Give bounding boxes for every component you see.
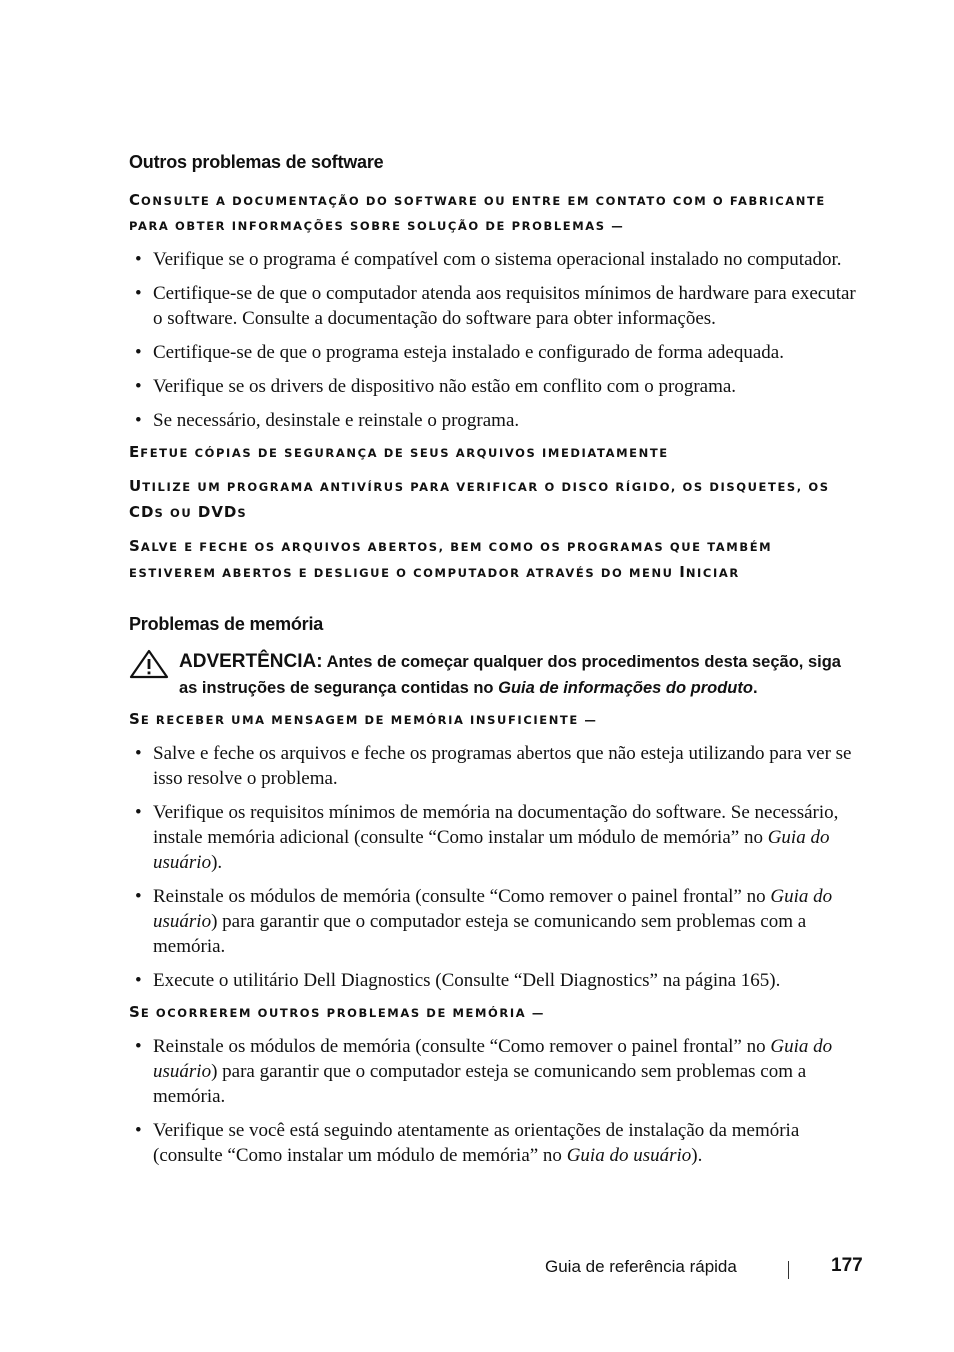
memory-tips-list — [129, 741, 859, 993]
list-item: • Reinstale os módulos de memória (consulte “Como remover o painel frontal” no Guia do usuário) para garantir que o computador esteja se comunicando sem problemas com a memória. — [129, 884, 859, 959]
list-item: • Certifique-se de que o computador atenda aos requisitos mínimos de hardware para executar o software. Consulte a documentação do software para obter informações. — [129, 281, 859, 331]
subheading-consult-docs: CONSULTE A DOCUMENTAÇÃO DO SOFTWARE OU ENTRE EM CONTATO COM O FABRICANTE PARA OBTER INFORMAÇÕES SOBRE SOLUÇÃO DE PROBLEMAS — — [129, 191, 826, 233]
subheading-antivirus: UTILIZE UM PROGRAMA ANTIVÍRUS PARA VERIFICAR O DISCO RÍGIDO, OS DISQUETES, OS CDS OU DVDS — [129, 477, 830, 521]
section-title-memory: Problemas de memória — [129, 614, 324, 634]
software-tips-list — [129, 247, 859, 433]
list-item: • Verifique se o programa é compatível com o sistema operacional instalado no computador. — [129, 247, 859, 272]
page-footer — [545, 1255, 865, 1283]
list-item: • Reinstale os módulos de memória (consulte “Como remover o painel frontal” no Guia do usuário) para garantir que o computador esteja se comunicando sem problemas com a memória. — [129, 1034, 859, 1109]
list-item: • Execute o utilitário Dell Diagnostics (Consulte “Dell Diagnostics” na página 165). — [129, 968, 859, 993]
list-item: • Certifique-se de que o programa esteja instalado e configurado de forma adequada. — [129, 340, 859, 365]
page-content — [129, 152, 859, 1177]
list-item: • Verifique se os drivers de dispositivo não estão em conflito com o programa. — [129, 374, 859, 399]
subheading-backup: EFETUE CÓPIAS DE SEGURANÇA DE SEUS ARQUIVOS IMEDIATAMENTE — [129, 443, 669, 461]
subheading-save-close: SALVE E FECHE OS ARQUIVOS ABERTOS, BEM COMO OS PROGRAMAS QUE TAMBÉM ESTIVEREM ABERTOS E DESLIGUE O COMPUTADOR ATRAVÉS DO MENU INICIAR — [129, 537, 773, 581]
subheading-other-memory-problems: SE OCORREREM OUTROS PROBLEMAS DE MEMÓRIA — — [129, 1003, 545, 1021]
warning-label: ADVERTÊNCIA: — [179, 651, 323, 672]
list-item: • Se necessário, desinstale e reinstale o programa. — [129, 408, 859, 433]
footer-divider — [788, 1261, 789, 1279]
other-memory-tips-list — [129, 1034, 859, 1168]
warning-notice: ADVERTÊNCIA: Antes de começar qualquer dos procedimentos desta seção, siga as instruções de segurança contidas no Guia de informações do produto. — [129, 649, 859, 701]
warning-triangle-icon — [129, 649, 169, 679]
subheading-insufficient-memory: SE RECEBER UMA MENSAGEM DE MEMÓRIA INSUFICIENTE — — [129, 710, 598, 728]
list-item: • Salve e feche os arquivos e feche os programas abertos que não esteja utilizando para ver se isso resolve o problema. — [129, 741, 859, 791]
list-item: • Verifique os requisitos mínimos de memória na documentação do software. Se necessário, instale memória adicional (consulte “Como instalar um módulo de memória” no Guia do usuário). — [129, 800, 859, 875]
page-number: 177 — [831, 1255, 863, 1276]
list-item: • Verifique se você está seguindo atentamente as orientações de instalação da memória (consulte “Como instalar um módulo de memória” no Guia do usuário). — [129, 1118, 859, 1168]
warning-guide-title: Guia de informações do produto — [498, 679, 753, 697]
footer-guide-title: Guia de referência rápida — [545, 1257, 737, 1276]
warning-text: Antes de começar qualquer dos procedimentos desta seção, siga as instruções de segurança contidas no — [179, 653, 841, 697]
section-title-software: Outros problemas de software — [129, 152, 384, 172]
